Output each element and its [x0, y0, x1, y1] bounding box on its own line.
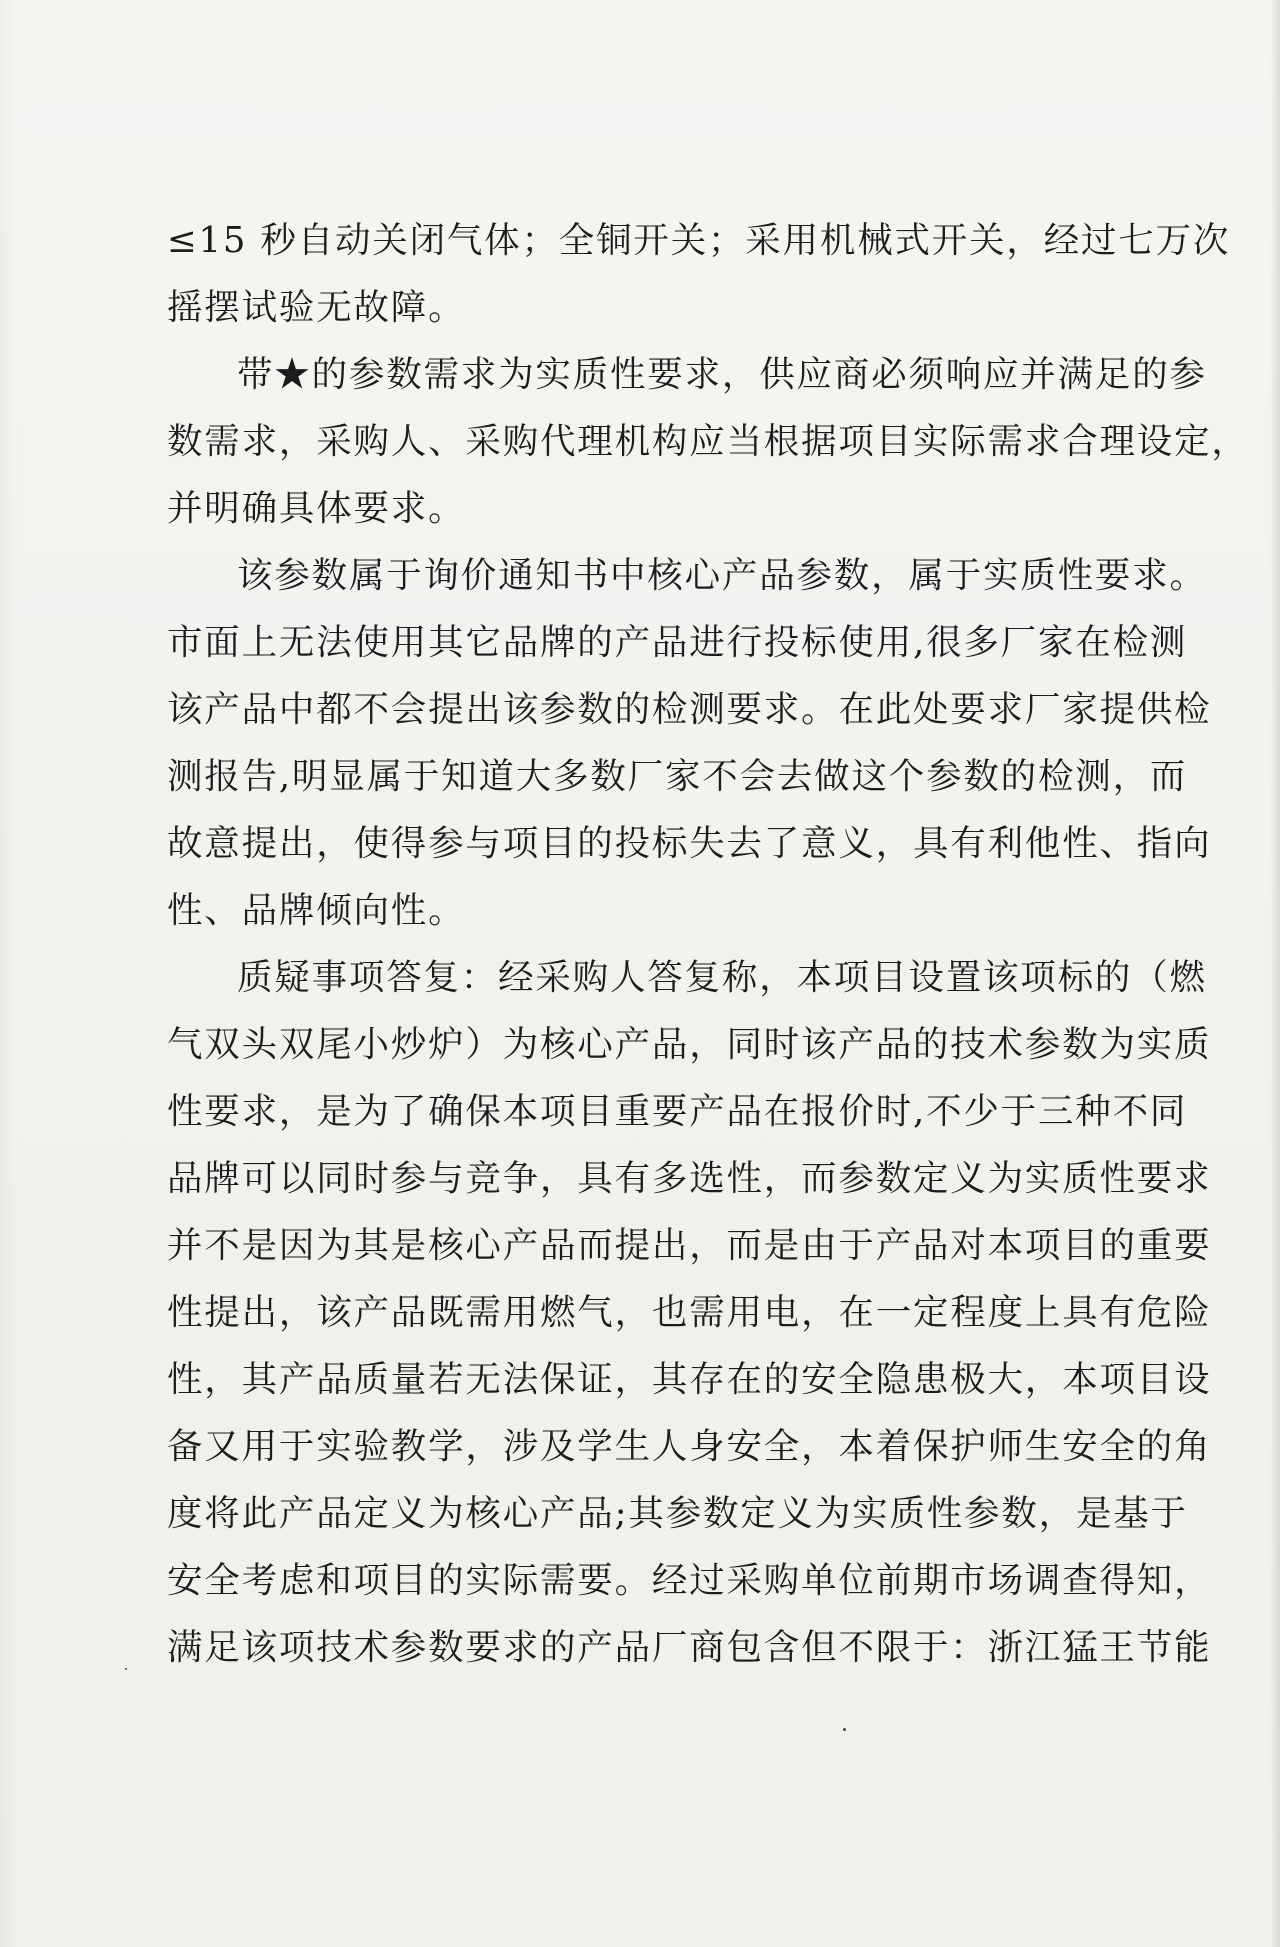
text-line: 性提出，该产品既需用燃气，也需用电，在一定程度上具有危险	[167, 1292, 1212, 1333]
text-line: 该产品中都不会提出该参数的检测要求。在此处要求厂家提供检	[167, 689, 1212, 730]
text-line: 故意提出，使得参与项目的投标失去了意义，具有利他性、指向	[167, 823, 1212, 864]
text-line: 度将此产品定义为核心产品;其参数定义为实质性参数，是基于	[167, 1493, 1188, 1534]
text-line: 测报告,明显属于知道大多数厂家不会去做这个参数的检测，而	[167, 756, 1188, 797]
text-line: 质疑事项答复：经采购人答复称，本项目设置该项标的（燃	[237, 957, 1207, 998]
scan-speck	[843, 1728, 846, 1731]
document-body	[167, 207, 1249, 1681]
text-line: ≤15 秒自动关闭气体；全铜开关；采用机械式开关，经过七万次	[167, 220, 1231, 261]
text-line: 该参数属于询价通知书中核心产品参数，属于实质性要求。	[237, 555, 1207, 596]
page-edge-shadow	[1270, 0, 1280, 1947]
text-line: 摇摆试验无故障。	[167, 287, 466, 328]
text-line: 数需求，采购人、采购代理机构应当根据项目实际需求合理设定，	[167, 421, 1249, 462]
text-line: 品牌可以同时参与竞争，具有多选性，而参数定义为实质性要求	[167, 1158, 1212, 1199]
text-line: 安全考虑和项目的实际需要。经过采购单位前期市场调查得知，	[167, 1560, 1212, 1601]
text-line: 并明确具体要求。	[167, 488, 466, 529]
scan-speck	[125, 1668, 127, 1670]
text-line: 气双头双尾小炒炉）为核心产品，同时该产品的技术参数为实质	[167, 1024, 1212, 1065]
text-line: 性，其产品质量若无法保证，其存在的安全隐患极大，本项目设	[167, 1359, 1212, 1400]
text-line: 性要求，是为了确保本项目重要产品在报价时,不少于三种不同	[167, 1091, 1188, 1132]
text-line: 满足该项技术参数要求的产品厂商包含但不限于：浙江猛王节能	[167, 1627, 1212, 1668]
text-line: 带★的参数需求为实质性要求，供应商必须响应并满足的参	[237, 354, 1207, 395]
text-line: 市面上无法使用其它品牌的产品进行投标使用,很多厂家在检测	[167, 622, 1188, 663]
text-line: 性、品牌倾向性。	[167, 890, 466, 931]
text-line: 备又用于实验教学，涉及学生人身安全，本着保护师生安全的角	[167, 1426, 1212, 1467]
text-line: 并不是因为其是核心产品而提出，而是由于产品对本项目的重要	[167, 1225, 1212, 1266]
